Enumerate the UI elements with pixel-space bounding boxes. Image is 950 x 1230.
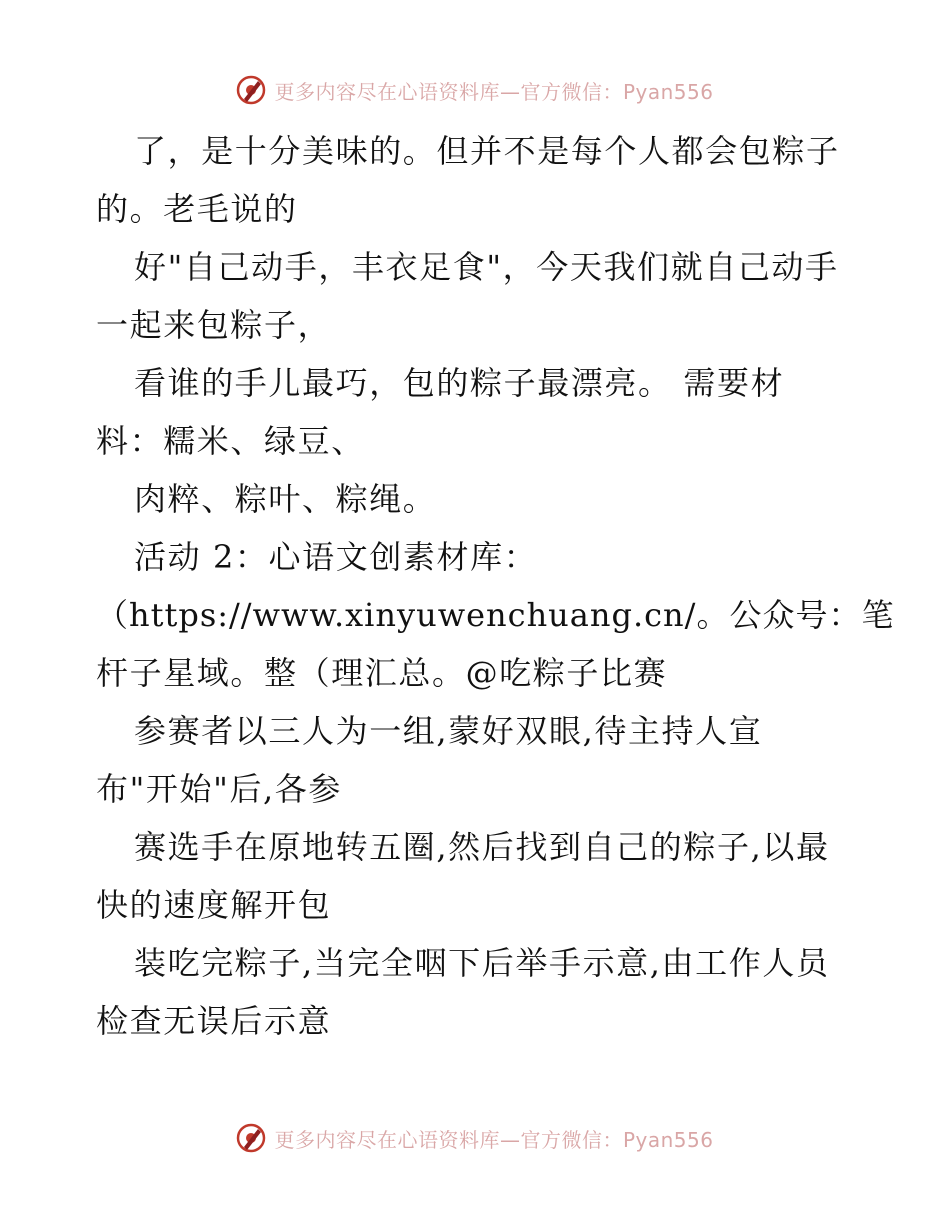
text-line: 检查无误后示意 (96, 1002, 332, 1040)
text-line: 杆子星域。整（理汇总。@吃粽子比赛 (96, 654, 668, 692)
header-watermark (0, 70, 950, 110)
text-line: 装吃完粽子,当完全咽下后举手示意,由工作人员 (134, 944, 830, 982)
header-watermark-text: 更多内容尽在心语资料库—官方微信：Pyan556 (274, 79, 714, 104)
text-line: 快的速度解开包 (96, 886, 332, 924)
text-line: 料：糯米、绿豆、 (96, 422, 365, 460)
text-line-url: （https://www.xinyuwenchuang.cn/。公众号：笔 (96, 596, 895, 634)
footer-watermark (0, 1118, 950, 1158)
text-line: 看谁的手儿最巧，包的粽子最漂亮。 需要材 (134, 364, 785, 402)
text-line: 的。老毛说的 (96, 190, 298, 228)
document-body (96, 122, 895, 1050)
text-line: 赛选手在原地转五圈,然后找到自己的粽子,以最 (134, 828, 830, 866)
pen-logo-icon (236, 75, 266, 105)
text-line: 活动 2：心语文创素材库： (134, 538, 538, 576)
text-line: 布"开始"后,各参 (96, 770, 343, 808)
text-line: 了，是十分美味的。但并不是每个人都会包粽子 (134, 132, 840, 170)
text-line: 参赛者以三人为一组,蒙好双眼,待主持人宣 (134, 712, 763, 750)
pen-logo-icon (236, 1123, 266, 1153)
text-line: 好"自己动手，丰衣足食"，今天我们就自己动手 (134, 248, 839, 286)
text-line: 一起来包粽子， (96, 306, 332, 344)
text-line: 肉粹、粽叶、粽绳。 (134, 480, 437, 518)
footer-watermark-text: 更多内容尽在心语资料库—官方微信：Pyan556 (274, 1127, 714, 1152)
